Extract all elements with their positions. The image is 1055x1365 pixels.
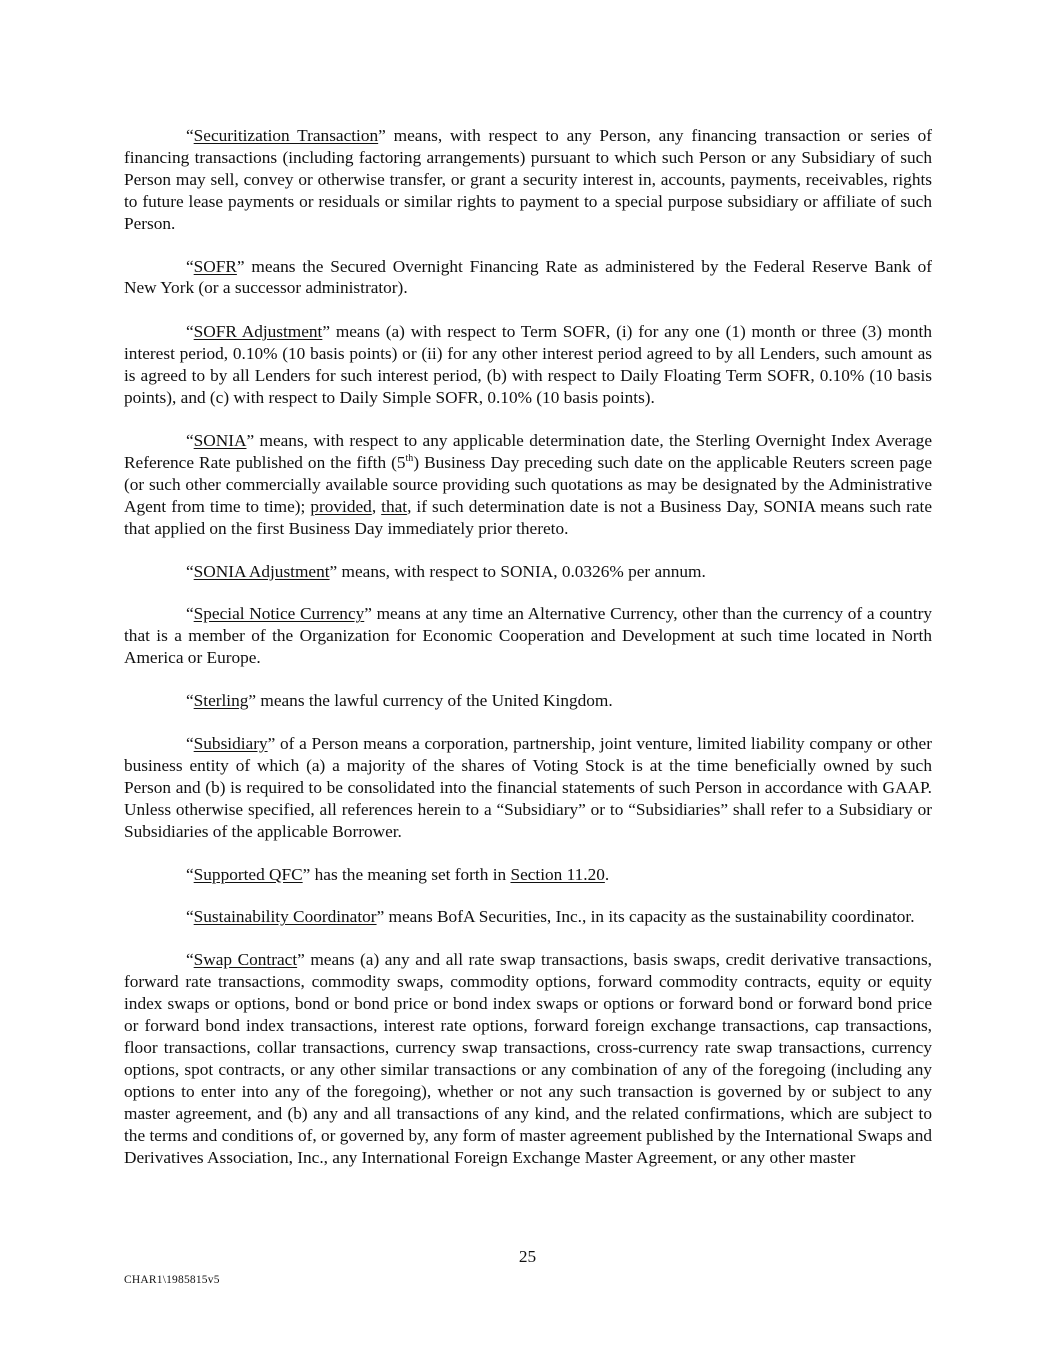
definition-sustainability-coordinator: “Sustainability Coordinator” means BofA Securities, Inc., in its capacity as the sustainability coordinator. bbox=[186, 907, 915, 927]
defined-term: Sustainability Coordinator bbox=[193, 907, 377, 927]
ordinal-superscript: th bbox=[405, 453, 414, 465]
definition-supported-qfc: “Supported QFC” has the meaning set forth in Section 11.20. bbox=[186, 864, 610, 884]
document-id: CHAR1\1985815v5 bbox=[124, 1274, 220, 1286]
defined-term: SONIA bbox=[193, 430, 247, 450]
definition-sofr-adjustment: “SOFR Adjustment” means (a) with respect to Term SOFR, (i) for any one (1) month or three (3) month interest period, 0.10% (10 basis points) or (ii) for any other interest period agreed to by all Lenders, such amount as is agreed to by all Lenders for such interest period, (b) with respect to Daily Floating Term SOFR, 0.10% (10 basis points), and (c) with respect to Daily Simple SOFR, 0.10% (10 basis points). bbox=[124, 322, 932, 408]
that-term: that bbox=[381, 496, 408, 516]
definition-securitization-transaction: “Securitization Transaction” means, with respect to any Person, any financing transaction or series of financing transactions (including factoring arrangements) pursuant to which such Person or any Subsidiary of such Person may sell, convey or otherwise transfer, or grant a security interest in, accounts, payments, receivables, rights to future lease payments or residuals or similar rights to payment to a special purpose subsidiary or affiliate of such Person. bbox=[124, 126, 933, 233]
section-reference: Section 11.20 bbox=[510, 864, 605, 884]
defined-term: Swap Contract bbox=[193, 950, 298, 970]
defined-term: SOFR bbox=[193, 256, 237, 276]
defined-term: Sterling bbox=[193, 691, 249, 711]
definition-sonia-adjustment: “SONIA Adjustment” means, with respect to SONIA, 0.0326% per annum. bbox=[186, 561, 706, 581]
page-number: 25 bbox=[518, 1247, 537, 1266]
definition-subsidiary: “Subsidiary” of a Person means a corporation, partnership, joint venture, limited liability company or other business entity of which (a) a majority of the shares of Voting Stock is at the time beneficially owned by such Person and (b) is required to be consolidated into the financial statements of such Person in accordance with GAAP. Unless otherwise specified, all references herein to a “Subsidiary” or to “Subsidiaries” shall refer to a Subsidiary or Subsidiaries of the applicable Borrower. bbox=[124, 734, 932, 841]
definition-sonia: “SONIA” means, with respect to any applicable determination date, the Sterling Overnight Index Average Reference Rate published on the fifth (5th) Business Day preceding such date on the applicable Reuters screen page (or such other commercially available source providing such quotations as may be designated by the Administrative Agent from time to time); provided, that, if such determination date is not a Business Day, SONIA means such rate that applied on the first Business Day immediately prior thereto. bbox=[124, 430, 932, 538]
definition-sterling: “Sterling” means the lawful currency of the United Kingdom. bbox=[186, 691, 613, 711]
defined-term: SONIA Adjustment bbox=[193, 561, 330, 581]
defined-term: SOFR Adjustment bbox=[193, 322, 323, 342]
defined-term: Special Notice Currency bbox=[193, 604, 365, 624]
defined-term: Supported QFC bbox=[193, 864, 303, 884]
provided-term: provided bbox=[310, 496, 372, 516]
defined-term: Securitization Transaction bbox=[193, 126, 379, 145]
definition-special-notice-currency: “Special Notice Currency” means at any time an Alternative Currency, other than the currency of a country that is a member of the Organization for Economic Cooperation and Development at such time located in North America or Europe. bbox=[124, 604, 932, 668]
definition-swap-contract: “Swap Contract” means (a) any and all rate swap transactions, basis swaps, credit derivative transactions, forward rate transactions, commodity swaps, commodity options, forward commodity contracts, equity or equity index swaps or options, bond or bond price or bond index swaps or options or forward bond or forward bond price or forward bond index transactions, interest rate options, forward foreign exchange transactions, cap transactions, floor transactions, collar transactions, currency swap transactions, cross-currency rate swap transactions, currency options, spot contracts, or any other similar transactions or any combination of any of the foregoing (including any options to enter into any of the foregoing), whether or not any such transaction is governed by or subject to any master agreement, and (b) any and all transactions of any kind, and the related confirmations, which are subject to the terms and conditions of, or governed by, any form of master agreement published by the International Swaps and Derivatives Association, Inc., any International Foreign Exchange Master Agreement, or any other master bbox=[124, 950, 932, 1167]
document-body bbox=[124, 125, 932, 1189]
defined-term: Subsidiary bbox=[193, 734, 268, 754]
definition-sofr: “SOFR” means the Secured Overnight Financing Rate as administered by the Federal Reserve Bank of New York (or a successor administrator). bbox=[124, 256, 932, 298]
